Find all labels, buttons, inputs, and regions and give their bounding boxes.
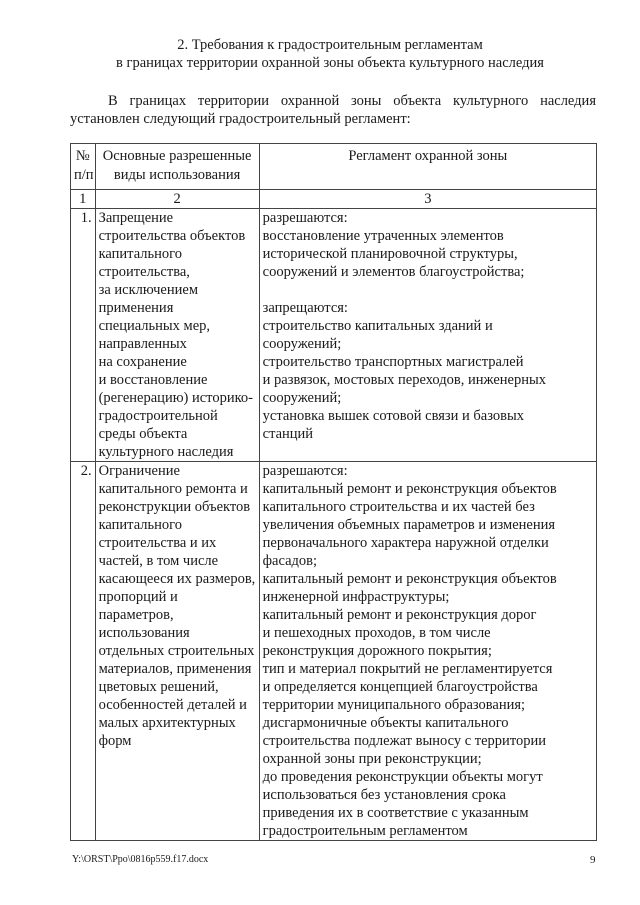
header-number: № п/п: [71, 144, 96, 190]
heading-line-1: 2. Требования к градостроительным регламентам: [177, 37, 483, 53]
paragraph-gap: [263, 281, 593, 299]
row-number: 2.: [71, 462, 96, 841]
row-regulation-cell: разрешаются: капитальный ремонт и реконструкция объектов капитального строительства и их частей без увеличения объемных параметров и изменения первоначального характера наружной отделки фасадов; капитальный ремонт и реконструкция объектов инженерной инфраструктуры; капитальный ремонт и реконструкция дорог и пешеходных проходов, в том числе реконструкция дорожного покрытия; тип и материал покрытий не регламентируется и определяется концепцией благоустройства территории муниципального образования; дисгармоничные объекты капитального строительства подлежат выносу с территории охранной зоны при реконструкции; до проведения реконструкции объекты могут использоваться без установления срока приведения их в соответствие с указанным градостроительным регламентом: [259, 462, 596, 841]
intro-line-2: установлен следующий градостроительный регламент:: [70, 111, 411, 127]
heading-line-2: в границах территории охранной зоны объекта культурного наследия: [116, 55, 544, 71]
column-number: 3: [259, 190, 596, 209]
row-use-cell: Запрещение строительства объектов капитального строительства, за исключением применения специальных мер, направленных на сохранение и восстановление (регенерацию) историко- градостроительной среды объекта культурного наследия: [95, 209, 259, 462]
row-regulation-cell: разрешаются: восстановление утраченных элементов исторической планировочной структуры, сооружений и элементов благоустройства; запрещаются: строительство капитальных зданий и сооружений; строительство транспортных магистралей и развязок, мостовых переходов, инженерных сооружений; установка вышек сотовой связи и базовых станций: [259, 209, 596, 462]
intro-line-1: В границах территории охранной зоны объекта культурного наследия: [108, 93, 596, 109]
section-heading: [60, 36, 600, 72]
table-row: [71, 462, 597, 841]
column-number-row: [71, 190, 597, 209]
regulation-table: [70, 143, 597, 841]
row-number: 1.: [71, 209, 96, 462]
column-number: 2: [95, 190, 259, 209]
table-header-row: [71, 144, 597, 190]
row-use-cell: Ограничение капитального ремонта и реконструкции объектов капитального строительства и их частей, в том числе касающееся их размеров, пропорций и параметров, использования отдельных строительных материалов, применения цветовых решений, особенностей деталей и малых архитектурных форм: [95, 462, 259, 841]
header-use-types: Основные разрешенные виды использования: [95, 144, 259, 190]
column-number: 1: [71, 190, 96, 209]
footer-file-path: Y:\ORST\Ppo\0816p559.f17.docx: [72, 854, 209, 865]
header-regulation: Регламент охранной зоны: [259, 144, 596, 190]
table-row: [71, 209, 597, 462]
intro-paragraph: [70, 92, 596, 128]
footer-page-number: 9: [590, 854, 596, 866]
